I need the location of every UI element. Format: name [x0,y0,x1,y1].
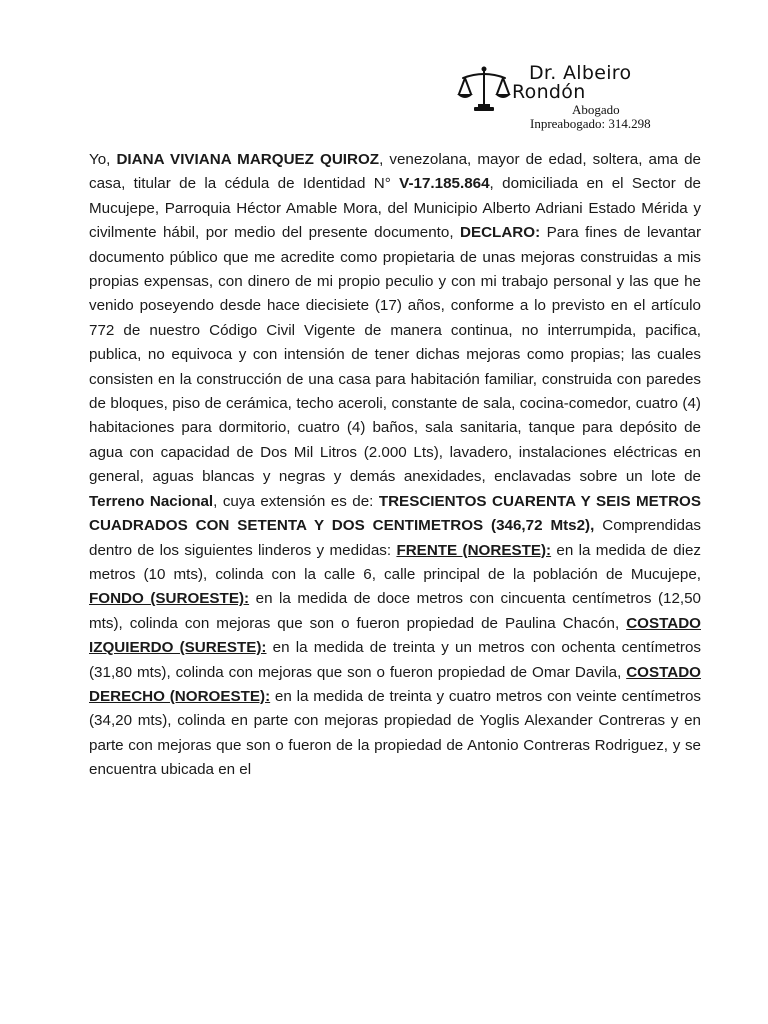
scales-of-justice-icon [455,66,513,112]
land-area: TRESCIENTOS CUARENTA Y SEIS METROS CUADRADOS CON SETENTA Y DOS CENTIMETROS (346,72 Mts2), [89,492,701,535]
body-text: Para fines de levantar documento público que me acredite como propietaria de unas mejoras construidas a mis propias expensas, con dinero de mi propio peculio y con mi trabajo personal y las que he venido poseyendo desde hace diecisiete (17) años, conforme a lo previsto en el artículo 772 de nuestro Código Civil Vigente de manera continua, no interrumpida, pacifica, publica, no equivoca y con intensión de tener dichas mejoras como propias; las cuales consisten en la construcción de una casa para habitación familiar, construida con paredes de bloques, piso de cerámica, techo aceroli, constante de sala, cocina-comedor, cuatro (4) habitaciones para dormitorio, cuatro (4) baños, sala sanitaria, tanque para depósito de agua con capacidad de Dos Mil Litros (2.000 Lts), lavadero, instalaciones eléctricas en general, aguas blancas y negras y demás anexidades, enclavadas sobre un lote de [89,224,701,486]
document-body [89,148,701,783]
body-text: , domiciliada en el Sector de Mucujepe, Parroquia Héctor Amable Mora, del Municipio Alberto Adriani Estado Mérida y civilmente hábil, por medio del presente documento, [89,175,702,242]
identity-number: V-17.185.864 [399,175,490,193]
letterhead [455,62,755,132]
boundary-costado-derecho: COSTADO DERECHO (NOROESTE): [89,663,701,705]
lawyer-name-last: Rondón [512,81,586,103]
declaro-heading: DECLARO: [459,224,541,242]
terreno-nacional: Terreno Nacional [89,492,214,510]
declarant-name: DIANA VIVIANA MARQUEZ QUIROZ [116,151,380,168]
body-text: , cuya extensión es de: [213,492,379,510]
body-text: en la medida de doce metros con cincuenta centímetros (12,50 mts), colinda con mejoras que son o fueron propiedad de Paulina Chacón, [89,590,702,632]
body-text: Comprendidas dentro de los siguientes linderos y medidas: [89,517,701,559]
lawyer-name-first: Dr. Albeiro [529,62,632,84]
boundary-costado-izquierdo: COSTADO IZQUIERDO (SURESTE): [89,614,701,657]
inpreabogado-number: Inpreabogado: 314.298 [530,116,651,131]
body-text: en la medida de diez metros (10 mts), colinda con la calle 6, calle principal de la población de Mucujepe, [89,541,702,583]
boundary-frente: FRENTE (NORESTE): [396,541,552,559]
body-text: , venezolana, mayor de edad, soltera, ama de casa, titular de la cédula de Identidad N° [89,151,701,193]
boundary-fondo: FONDO (SUROESTE): [89,590,250,608]
body-text: en la medida de treinta y cuatro metros con veinte centímetros (34,20 mts), colinda en parte con mejoras propiedad de Yoglis Alexander Contreras y en parte con mejoras que son o fueron de la propiedad de Antonio Contreras Rodriguez, y se encuentra ubicada en el [89,687,701,779]
lawyer-title: Abogado [572,102,620,117]
body-text: en la medida de treinta y un metros con ochenta centímetros (31,80 mts), colinda con mejoras que son o fueron propiedad de Omar Davila, [89,639,701,681]
body-text: Yo, [89,151,117,168]
